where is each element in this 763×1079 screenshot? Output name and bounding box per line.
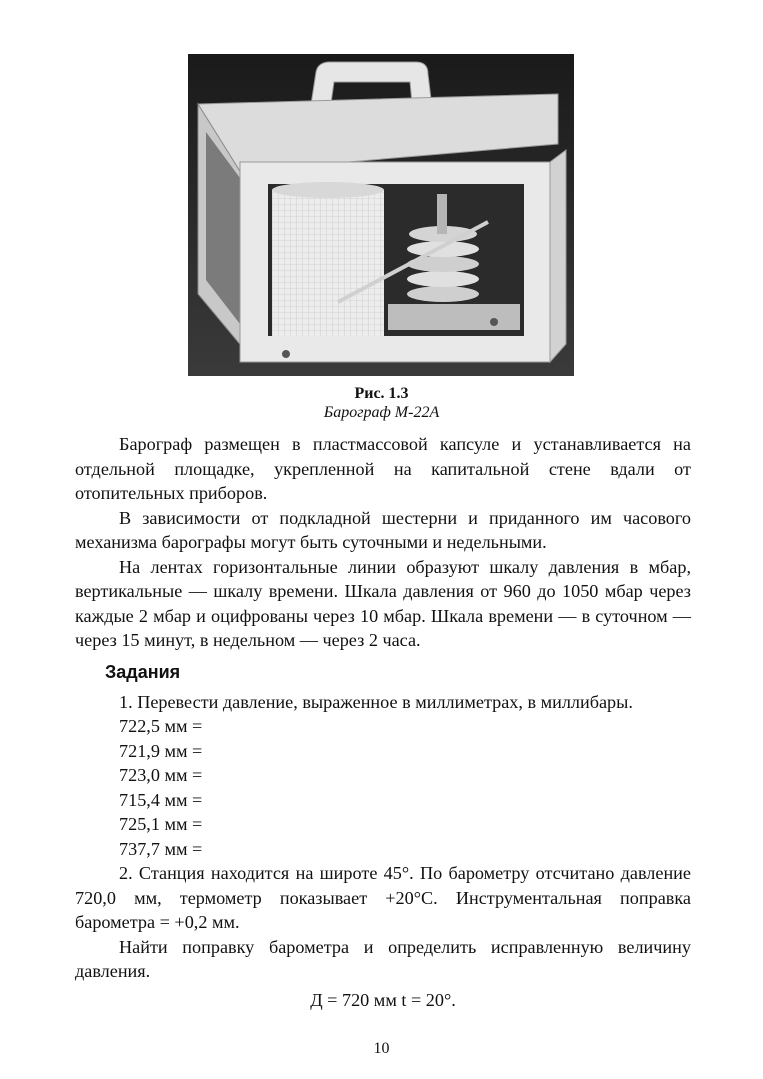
- figure-label: Рис. 1.3: [354, 385, 409, 402]
- conversion-item: 721,9 мм =: [119, 740, 203, 761]
- barograph-photo: [188, 54, 574, 376]
- section-heading: Задания: [105, 661, 181, 682]
- task-1: 1. Перевести давление, выраженное в миллиметрах, в миллибары.: [119, 691, 633, 712]
- barograph-illustration: [188, 54, 574, 376]
- page-number: 10: [373, 1040, 390, 1057]
- conversion-item: 723,0 мм =: [119, 765, 203, 785]
- task-2-instruction: Найти поправку барометра и определить исправленную величину давления.: [75, 936, 691, 981]
- formula: Д = 720 мм t = 20°.: [310, 989, 456, 1010]
- conversion-item: 715,4 мм =: [119, 789, 203, 810]
- body-text: [75, 432, 691, 1012]
- paragraph: На лентах горизонтальные линии образуют шкалу давления в мбар, вертикальные — шкалу времени. Шкала давления от 960 до 1050 мбар через каждые 2 мбар и оцифрованы через 10 мбар. Шкала времени — в суточном — через 15 минут, в недельном — через 2 часа.: [75, 556, 691, 650]
- paragraph: Барограф размещен в пластмассовой капсуле и устанавливается на отдельной площадке, укрепленной на капитальной стене вдали от отопительных приборов.: [75, 434, 691, 503]
- conversion-item: 737,7 мм =: [119, 838, 203, 859]
- figure-caption: Барограф М-22А: [323, 404, 440, 421]
- task-2: 2. Станция находится на широте 45°. По барометру отсчитано давление 720,0 мм, термометр показывает +20°С. Инструментальная поправка барометра = +0,2 мм.: [75, 863, 691, 932]
- paragraph: В зависимости от подкладной шестерни и приданного им часового механизма барографы могут быть суточными и недельными.: [75, 507, 691, 552]
- conversion-item: 725,1 мм =: [119, 814, 203, 834]
- conversion-item: 722,5 мм =: [119, 716, 203, 736]
